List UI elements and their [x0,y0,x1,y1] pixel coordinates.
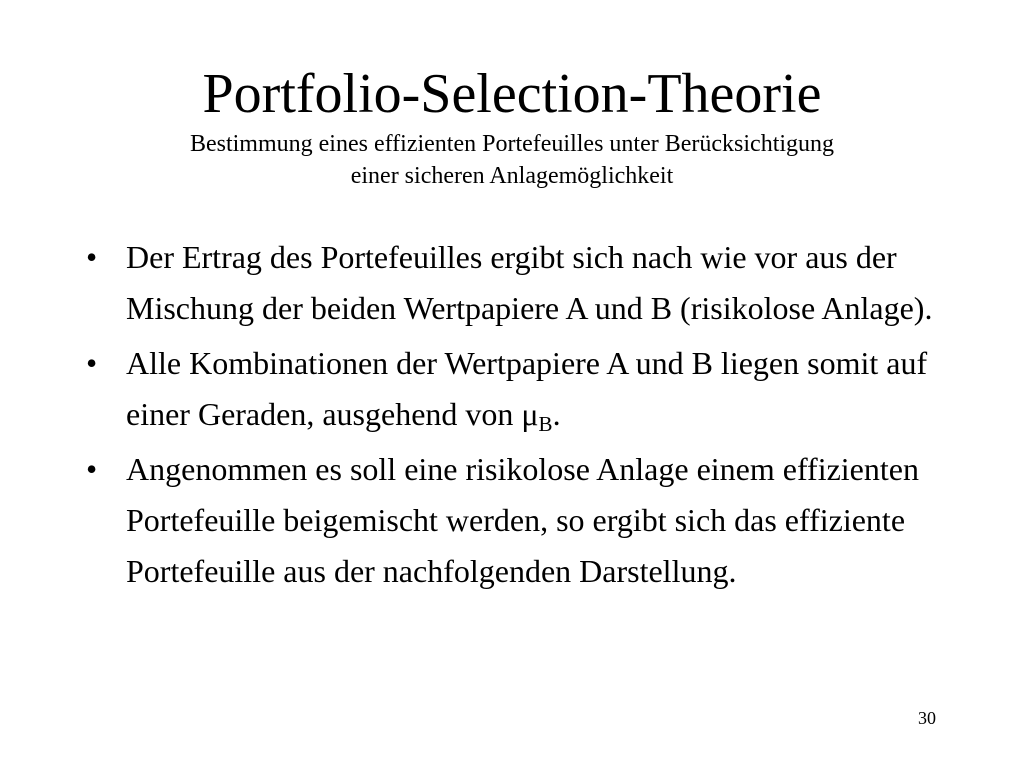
bullet-text-2: Alle Kombinationen der Wertpapiere A und B liegen somit auf einer Geraden, ausgehend von [126,345,928,432]
bullet-icon: • [86,345,98,381]
mu-symbol: μ [521,396,539,432]
bullet-item-3 [86,444,956,597]
slide-title: Portfolio-Selection-Theorie [202,63,822,125]
title-block [60,62,964,192]
subtitle-line-1: Bestimmung eines effizienten Portefeuilles unter Berücksichtigung [189,131,835,157]
bullet-list [86,232,956,601]
mu-subscript: B [538,412,553,436]
bullet-icon: • [86,451,98,487]
bullet-text-3: Angenommen es soll eine risikolose Anlage einem effizienten Portefeuille beigemischt werden, so ergibt sich das effiziente Portefeuille aus der nachfolgenden Darstellung. [126,451,919,589]
bullet-icon: • [86,239,98,275]
subtitle-line-2: einer sicheren Anlagemöglichkeit [350,163,674,189]
bullet-text-2-end: . [552,396,561,432]
page-number: 30 [918,708,936,728]
slide-subtitle [60,128,964,192]
bullet-item-1 [86,232,956,334]
bullet-text-1: Der Ertrag des Portefeuilles ergibt sich nach wie vor aus der Mischung der beiden Wertpapiere A und B (risikolose Anlage). [126,239,933,326]
bullet-item-2 [86,338,956,440]
